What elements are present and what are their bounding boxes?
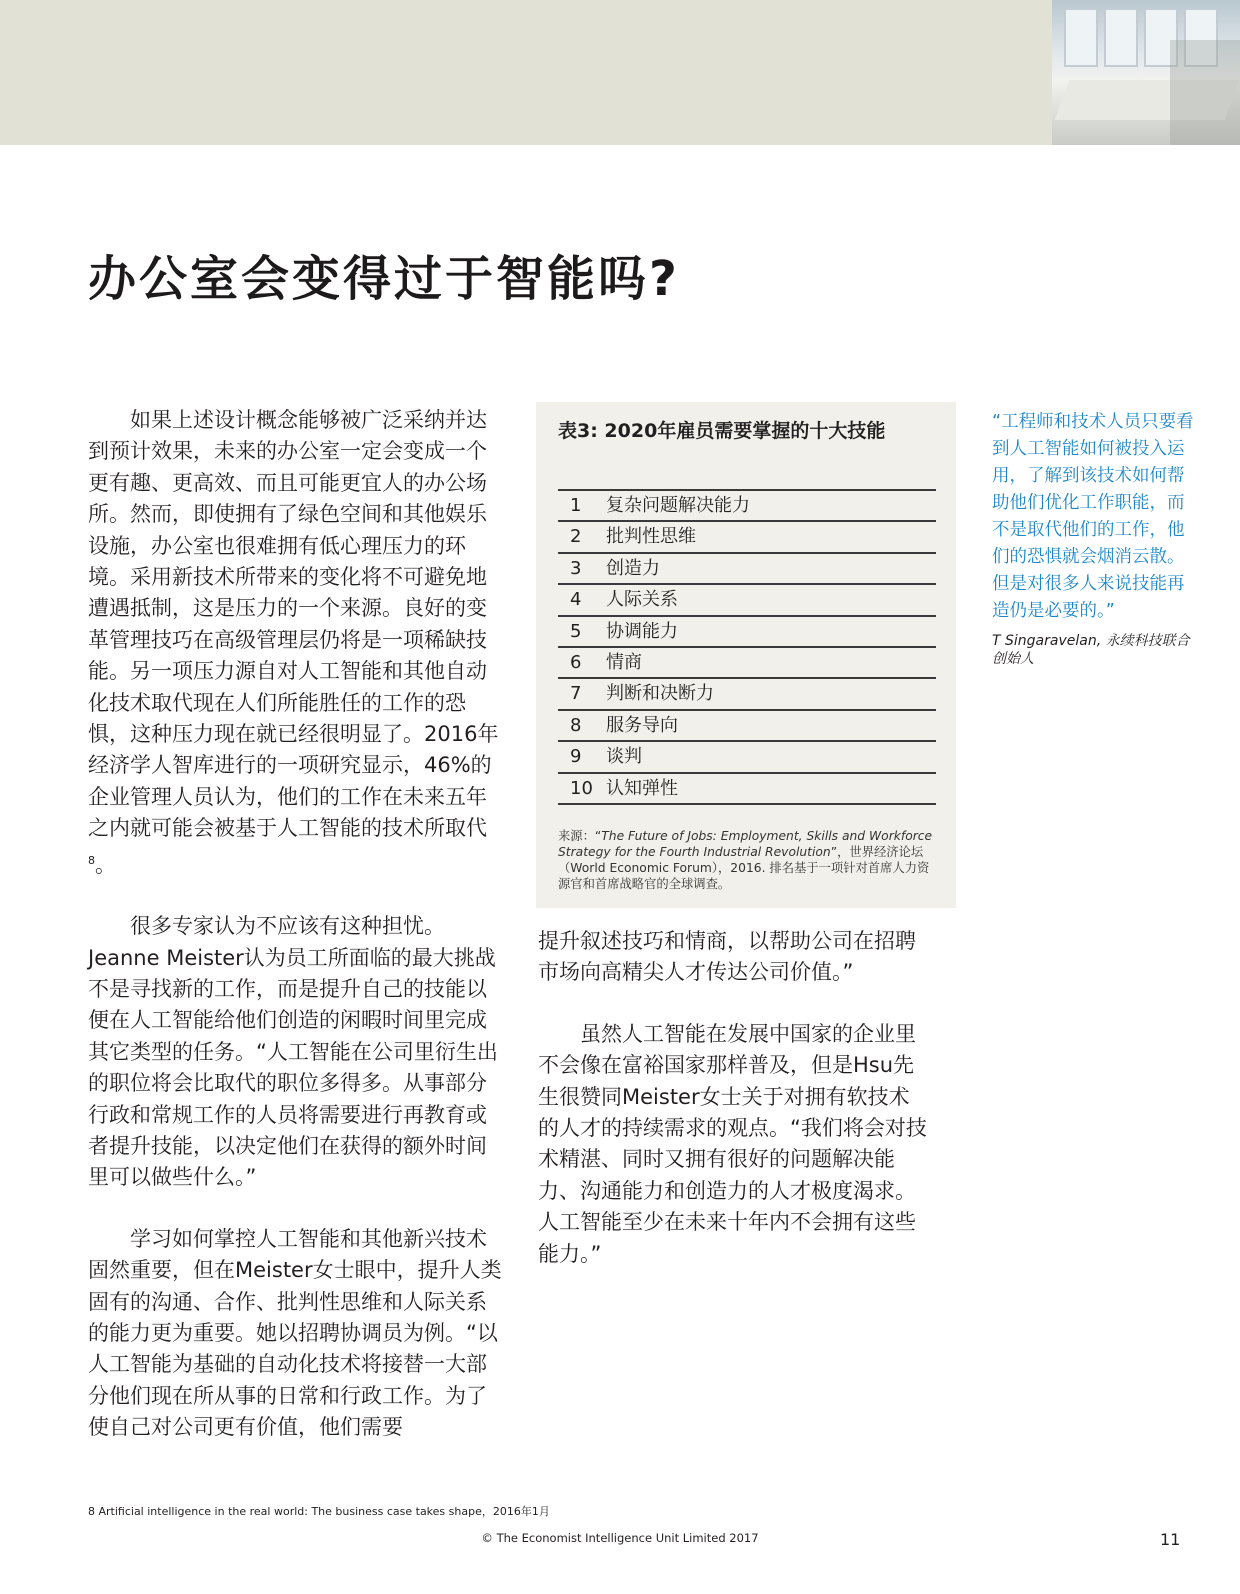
paragraph: 很多专家认为不应该有这种担忧。Jeanne Meister认为员工所面临的最大挑战不是寻找新的工作，而是提升自己的技能以便在人工智能给他们创造的闲暇时间里完成其它类型的任务。“人工智能在公司里衍生出的职位将会比取代的职位多得多。从事部分行政和常规工作的人员将需要进行再教育或者提升技能，以决定他们在获得的额外时间里可以做些什么。” bbox=[88, 914, 498, 1190]
table-row bbox=[558, 679, 936, 710]
skill: 情商 bbox=[606, 651, 642, 673]
source-rest: ”，世界经济论坛（World Economic Forum），2016. 排名基于一项针对首席人力资源官和首席战略官的全球调查。 bbox=[558, 845, 930, 891]
page-title: 办公室会变得过于智能吗? bbox=[88, 251, 680, 307]
table-row bbox=[558, 742, 936, 773]
left-column bbox=[88, 405, 502, 1474]
skills-table-box bbox=[536, 402, 956, 908]
paragraph bbox=[88, 405, 502, 881]
paragraph-end: 。 bbox=[95, 852, 116, 877]
skill: 复杂问题解决能力 bbox=[606, 495, 750, 516]
header-band bbox=[0, 0, 1052, 145]
table-row bbox=[558, 491, 936, 522]
rank: 7 bbox=[570, 683, 582, 705]
skill: 认知弹性 bbox=[606, 777, 678, 799]
rank: 10 bbox=[570, 777, 593, 799]
rank: 6 bbox=[570, 651, 582, 673]
paragraph-text: 如果上述设计概念能够被广泛采纳并达到预计效果，未来的办公室一定会变成一个更有趣、更高效、而且可能更宜人的办公场所。然而，即使拥有了绿色空间和其他娱乐设施，办公室也很难拥有低心理压力的环境。采用新技术所带来的变化将不可避免地遭遇抵制，这是压力的一个来源。良好的变革管理技巧在高级管理层仍将是一项稀缺技能。另一项压力源自对人工智能和其他自动化技术取代现在人们所能胜任的工作的恐惧，这种压力现在就已经很明显了。2016年经济学人智库进行的一项研究显示，46%的企业管理人员认为，他们的工作在未来五年之内就可能会被基于人工智能的技术所取代 bbox=[88, 408, 499, 841]
paragraph: 提升叙述技巧和情商，以帮助公司在招聘市场向高精尖人才传达公司价值。” bbox=[538, 929, 916, 985]
photo-blur bbox=[1170, 40, 1240, 145]
rank: 1 bbox=[570, 495, 582, 516]
header-photo bbox=[1052, 0, 1240, 145]
skill: 创造力 bbox=[606, 557, 660, 579]
paragraph: 虽然人工智能在发展中国家的企业里不会像在富裕国家那样普及，但是Hsu先生很赞同Meister女士关于对拥有软技术的人才的持续需求的观点。“我们将会对技术精湛、同时又拥有很好的问题解决能力、沟通能力和创造力的人才极度渴求。人工智能至少在未来十年内不会拥有这些能力。” bbox=[538, 1021, 927, 1266]
table-row bbox=[558, 774, 936, 805]
middle-column bbox=[538, 926, 928, 1300]
pull-quote: “工程师和技术人员只要看到人工智能如何被投入运用，了解到该技术如何帮助他们优化工作职能，而不是取代他们的工作，他们的恐惧就会烟消云散。但是对很多人来说技能再造仍是必要的。” bbox=[992, 412, 1194, 621]
table-row bbox=[558, 648, 936, 679]
rank: 3 bbox=[570, 557, 582, 579]
copyright: © The Economist Intelligence Unit Limited 2017 bbox=[481, 1531, 759, 1545]
table-source bbox=[558, 828, 938, 892]
table-title: 表3: 2020年雇员需要掌握的十大技能 bbox=[558, 420, 886, 442]
footnote: 8 Artificial intelligence in the real world: The business case takes shape，2016年1月 bbox=[88, 1505, 550, 1518]
rank: 4 bbox=[570, 589, 582, 611]
quote-attribution: T Singaravelan, 永续科技联合创始人 bbox=[992, 633, 1190, 667]
skill: 谈判 bbox=[606, 746, 642, 768]
rank: 5 bbox=[570, 620, 582, 642]
rank: 2 bbox=[570, 526, 582, 548]
paragraph: 学习如何掌控人工智能和其他新兴技术固然重要，但在Meister女士眼中，提升人类固有的沟通、合作、批判性思维和人际关系的能力更为重要。她以招聘协调员为例。“以人工智能为基础的自动化技术将接替一大部分他们现在所从事的日常和行政工作。为了使自己对公司更有价值，他们需要 bbox=[88, 1226, 502, 1440]
skill: 服务导向 bbox=[606, 714, 678, 736]
table-row bbox=[558, 522, 936, 553]
table-row bbox=[558, 554, 936, 585]
rank: 8 bbox=[570, 714, 582, 736]
photo-window bbox=[1104, 8, 1138, 67]
rank: 9 bbox=[570, 746, 582, 768]
table-row bbox=[558, 585, 936, 616]
skill: 人际关系 bbox=[606, 589, 678, 611]
table-row bbox=[558, 711, 936, 742]
skill: 判断和决断力 bbox=[606, 683, 714, 705]
skill: 批判性思维 bbox=[606, 526, 696, 548]
skill: 协调能力 bbox=[606, 620, 678, 642]
table-row bbox=[558, 617, 936, 648]
photo-window bbox=[1064, 8, 1098, 67]
skills-table bbox=[558, 489, 936, 805]
footnote-ref[interactable]: 8 bbox=[88, 853, 95, 867]
source-prefix: 来源：“ bbox=[558, 829, 602, 843]
page-number: 11 bbox=[1160, 1530, 1181, 1549]
source-title: The Future of Jobs: Employment, Skills and Workforce Strategy for the Fourth Industrial Revolution bbox=[558, 829, 933, 859]
